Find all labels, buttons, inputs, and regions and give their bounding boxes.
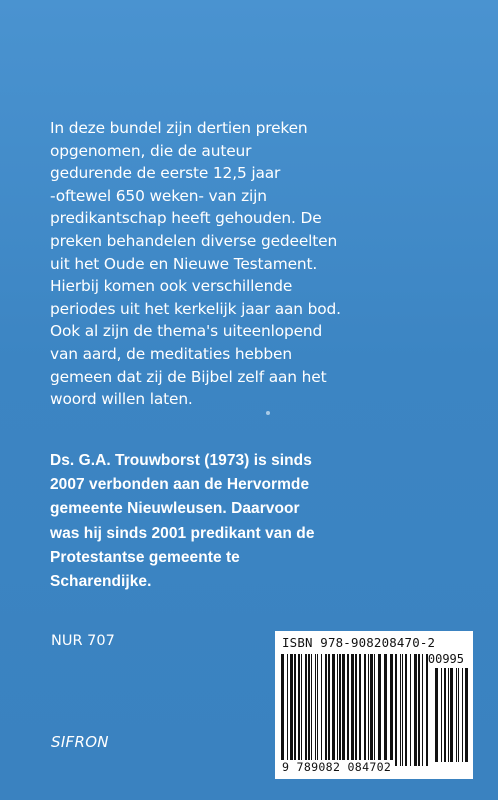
publisher-logo: SIFRON (51, 733, 109, 751)
blurb-text (50, 117, 450, 411)
blurb-line: uit het Oude en Nieuwe Testament. (50, 254, 318, 273)
author-bio-line: Scharendijke. (50, 573, 152, 591)
blurb-line: -oftewel 650 weken- van zijn (50, 186, 267, 205)
blurb-line: predikantschap heeft gehouden. De (50, 209, 322, 228)
author-bio-line: Ds. G.A. Trouwborst (1973) is sinds (50, 452, 312, 469)
blurb-line: van aard, de meditaties hebben (50, 344, 292, 363)
blurb-line: Ook al zijn de thema's uiteenlopend (50, 322, 323, 341)
author-bio-line: Protestantse gemeente te (50, 548, 240, 566)
decorative-dot (266, 411, 270, 415)
author-bio (50, 449, 470, 594)
blurb-line: gedurende de eerste 12,5 jaar (50, 164, 281, 183)
barcode-bars-icon (281, 654, 431, 766)
barcode-digits: 9 789082 084702 (282, 760, 392, 774)
blurb-line: periodes uit het kerkelijk jaar aan bod. (50, 299, 341, 318)
author-bio-line: gemeente Nieuwleusen. Daarvoor (50, 500, 300, 518)
blurb-line: preken behandelen diverse gedeelten (50, 231, 338, 250)
blurb-line: woord willen laten. (50, 390, 193, 409)
blurb-line: In deze bundel zijn dertien preken (50, 119, 308, 137)
blurb-line: gemeen dat zij de Bijbel zelf aan het (50, 367, 327, 386)
author-bio-line: was hij sinds 2001 predikant van de (50, 524, 315, 542)
barcode-addon-bars-icon (435, 668, 468, 762)
isbn-barcode (275, 631, 473, 779)
author-bio-line: 2007 verbonden aan de Hervormde (50, 476, 310, 494)
barcode-price-code: 00995 (427, 652, 464, 666)
nur-code: NUR 707 (51, 633, 115, 649)
blurb-line: opgenomen, die de auteur (50, 141, 252, 160)
blurb-line: Hierbij komen ook verschillende (50, 277, 293, 296)
isbn-label: ISBN 978-908208470-2 (282, 635, 436, 650)
